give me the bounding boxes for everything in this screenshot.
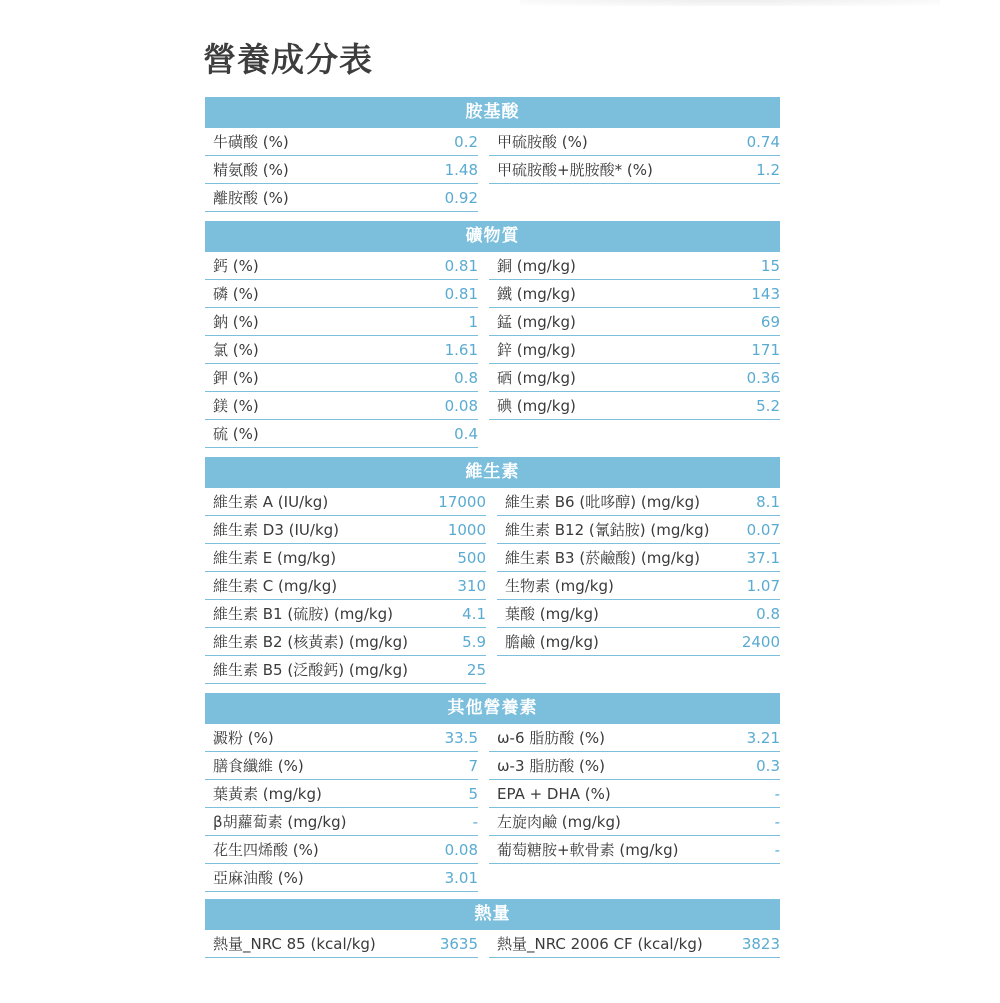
nutrient-label: 維生素 B6 (吡哆醇) (mg/kg) (497, 488, 697, 516)
nutrient-label: 膽鹼 (mg/kg) (497, 628, 697, 656)
section-header: 礦物質 (205, 221, 780, 252)
column-gap (478, 420, 489, 448)
nutrient-value: - (707, 808, 780, 836)
nutrient-value: 1.2 (707, 156, 780, 184)
nutrient-label: 氯 (%) (205, 336, 411, 364)
column-gap (478, 336, 489, 364)
nutrient-value (707, 184, 780, 212)
nutrient-label: 亞麻油酸 (%) (205, 864, 411, 892)
nutrient-value: 1.48 (411, 156, 478, 184)
nutrient-label: 錳 (mg/kg) (489, 308, 707, 336)
table-row (205, 488, 780, 516)
nutrient-label: 鈣 (%) (205, 252, 411, 280)
nutrient-label: 膳食纖維 (%) (205, 752, 411, 780)
nutrient-value: 4.1 (433, 600, 486, 628)
nutrient-value: 0.74 (707, 128, 780, 156)
nutrient-value: 3.21 (707, 724, 780, 752)
nutrient-label (497, 656, 697, 684)
nutrient-value: 0.2 (411, 128, 478, 156)
nutrient-value (707, 420, 780, 448)
nutrient-value: 0.08 (411, 392, 478, 420)
table-row (205, 656, 780, 684)
nutrient-value: 3.01 (411, 864, 478, 892)
column-gap (478, 392, 489, 420)
section-header: 熱量 (205, 899, 780, 930)
nutrient-label: 左旋肉鹼 (mg/kg) (489, 808, 707, 836)
nutrient-value: 5 (411, 780, 478, 808)
nutrient-value: - (707, 836, 780, 864)
table-row (205, 184, 780, 212)
table-row (205, 336, 780, 364)
nutrient-label: 維生素 C (mg/kg) (205, 572, 433, 600)
table-row (205, 308, 780, 336)
nutrient-value: 7 (411, 752, 478, 780)
nutrient-label: 碘 (mg/kg) (489, 392, 707, 420)
table-row (205, 156, 780, 184)
nutrient-value: 1.61 (411, 336, 478, 364)
nutrient-label: 硒 (mg/kg) (489, 364, 707, 392)
nutrient-value: 8.1 (697, 488, 780, 516)
column-gap (486, 572, 497, 600)
nutrient-label: 甲硫胺酸+胱胺酸* (%) (489, 156, 707, 184)
nutrient-value: 171 (707, 336, 780, 364)
table-row (205, 864, 780, 892)
column-gap (486, 544, 497, 572)
nutrient-label: 維生素 B3 (菸鹼酸) (mg/kg) (497, 544, 697, 572)
column-gap (478, 308, 489, 336)
nutrient-label: 精氨酸 (%) (205, 156, 411, 184)
column-gap (478, 808, 489, 836)
nutrient-value: 3635 (411, 930, 478, 958)
nutrient-value: - (707, 780, 780, 808)
nutrient-label: 維生素 B1 (硫胺) (mg/kg) (205, 600, 433, 628)
nutrient-label: 甲硫胺酸 (%) (489, 128, 707, 156)
nutrient-label: 維生素 E (mg/kg) (205, 544, 433, 572)
nutrient-label: 鈉 (%) (205, 308, 411, 336)
nutrient-value: 5.2 (707, 392, 780, 420)
table-row (205, 544, 780, 572)
section-header: 胺基酸 (205, 97, 780, 128)
nutrient-label: 葉酸 (mg/kg) (497, 600, 697, 628)
nutrient-label: 熱量_NRC 85 (kcal/kg) (205, 930, 411, 958)
table-row (205, 392, 780, 420)
nutrient-label: 葉黃素 (mg/kg) (205, 780, 411, 808)
nutrient-label: 維生素 B12 (氰鈷胺) (mg/kg) (497, 516, 697, 544)
table-row (205, 628, 780, 656)
nutrient-value: 5.9 (433, 628, 486, 656)
nutrient-value: 1000 (433, 516, 486, 544)
nutrient-label: β胡蘿蔔素 (mg/kg) (205, 808, 411, 836)
column-gap (486, 656, 497, 684)
table-row (205, 128, 780, 156)
nutrient-value: 310 (433, 572, 486, 600)
nutrient-label (489, 420, 707, 448)
section-table (205, 457, 780, 684)
nutrient-label: ω-3 脂肪酸 (%) (489, 752, 707, 780)
column-gap (478, 864, 489, 892)
nutrient-value: 0.8 (411, 364, 478, 392)
nutrient-value (707, 864, 780, 892)
nutrient-label (489, 864, 707, 892)
column-gap (478, 724, 489, 752)
nutrient-value: 25 (433, 656, 486, 684)
table-row (205, 280, 780, 308)
table-row (205, 780, 780, 808)
nutrient-label: 鐵 (mg/kg) (489, 280, 707, 308)
nutrient-label: 熱量_NRC 2006 CF (kcal/kg) (489, 930, 707, 958)
nutrient-value: 15 (707, 252, 780, 280)
nutrient-label: 維生素 B5 (泛酸鈣) (mg/kg) (205, 656, 433, 684)
column-gap (486, 516, 497, 544)
column-gap (478, 128, 489, 156)
column-gap (478, 184, 489, 212)
nutrient-label: 牛磺酸 (%) (205, 128, 411, 156)
nutrient-label: 銅 (mg/kg) (489, 252, 707, 280)
nutrient-value: 69 (707, 308, 780, 336)
nutrient-label: 鉀 (%) (205, 364, 411, 392)
table-row (205, 930, 780, 958)
section-table (205, 97, 780, 212)
nutrient-value: 2400 (697, 628, 780, 656)
nutrient-value: 143 (707, 280, 780, 308)
table-row (205, 808, 780, 836)
column-gap (478, 252, 489, 280)
column-gap (486, 628, 497, 656)
column-gap (486, 600, 497, 628)
column-gap (478, 930, 489, 958)
nutrient-label: 鎂 (%) (205, 392, 411, 420)
nutrient-value: 500 (433, 544, 486, 572)
nutrient-value: 0.3 (707, 752, 780, 780)
column-gap (478, 836, 489, 864)
column-gap (478, 280, 489, 308)
nutrient-value: 0.08 (411, 836, 478, 864)
nutrient-label: 維生素 D3 (IU/kg) (205, 516, 433, 544)
table-row (205, 572, 780, 600)
nutrient-value: 0.92 (411, 184, 478, 212)
nutrient-value: 1.07 (697, 572, 780, 600)
section-table (205, 221, 780, 448)
table-row (205, 600, 780, 628)
nutrient-value: 37.1 (697, 544, 780, 572)
column-gap (486, 488, 497, 516)
table-row (205, 364, 780, 392)
section-table (205, 899, 780, 958)
nutrient-label: 維生素 A (IU/kg) (205, 488, 433, 516)
table-row (205, 836, 780, 864)
nutrient-value: 3823 (707, 930, 780, 958)
table-row (205, 724, 780, 752)
nutrient-value: 0.4 (411, 420, 478, 448)
column-gap (478, 364, 489, 392)
nutrient-label: ω-6 脂肪酸 (%) (489, 724, 707, 752)
nutrient-label: EPA + DHA (%) (489, 780, 707, 808)
nutrient-label: 離胺酸 (%) (205, 184, 411, 212)
section-table (205, 693, 780, 892)
nutrient-label (489, 184, 707, 212)
nutrient-label: 葡萄糖胺+軟骨素 (mg/kg) (489, 836, 707, 864)
nutrient-value: 0.81 (411, 252, 478, 280)
nutrient-value: 33.5 (411, 724, 478, 752)
table-row (205, 420, 780, 448)
column-gap (478, 780, 489, 808)
top-shadow (520, 0, 940, 6)
table-row (205, 516, 780, 544)
nutrient-label: 花生四烯酸 (%) (205, 836, 411, 864)
nutrient-value: - (411, 808, 478, 836)
nutrient-value: 1 (411, 308, 478, 336)
nutrient-value: 0.36 (707, 364, 780, 392)
nutrient-value: 0.07 (697, 516, 780, 544)
section-header: 維生素 (205, 457, 780, 488)
nutrient-value: 0.8 (697, 600, 780, 628)
nutrient-label: 硫 (%) (205, 420, 411, 448)
nutrient-label: 維生素 B2 (核黃素) (mg/kg) (205, 628, 433, 656)
table-row (205, 252, 780, 280)
nutrient-value (697, 656, 780, 684)
table-row (205, 752, 780, 780)
nutrient-label: 鋅 (mg/kg) (489, 336, 707, 364)
nutrient-label: 磷 (%) (205, 280, 411, 308)
nutrient-label: 生物素 (mg/kg) (497, 572, 697, 600)
column-gap (478, 752, 489, 780)
nutrient-value: 0.81 (411, 280, 478, 308)
section-header: 其他營養素 (205, 693, 780, 724)
nutrient-value: 17000 (433, 488, 486, 516)
nutrient-label: 澱粉 (%) (205, 724, 411, 752)
page-title: 營養成分表 (203, 40, 373, 79)
column-gap (478, 156, 489, 184)
